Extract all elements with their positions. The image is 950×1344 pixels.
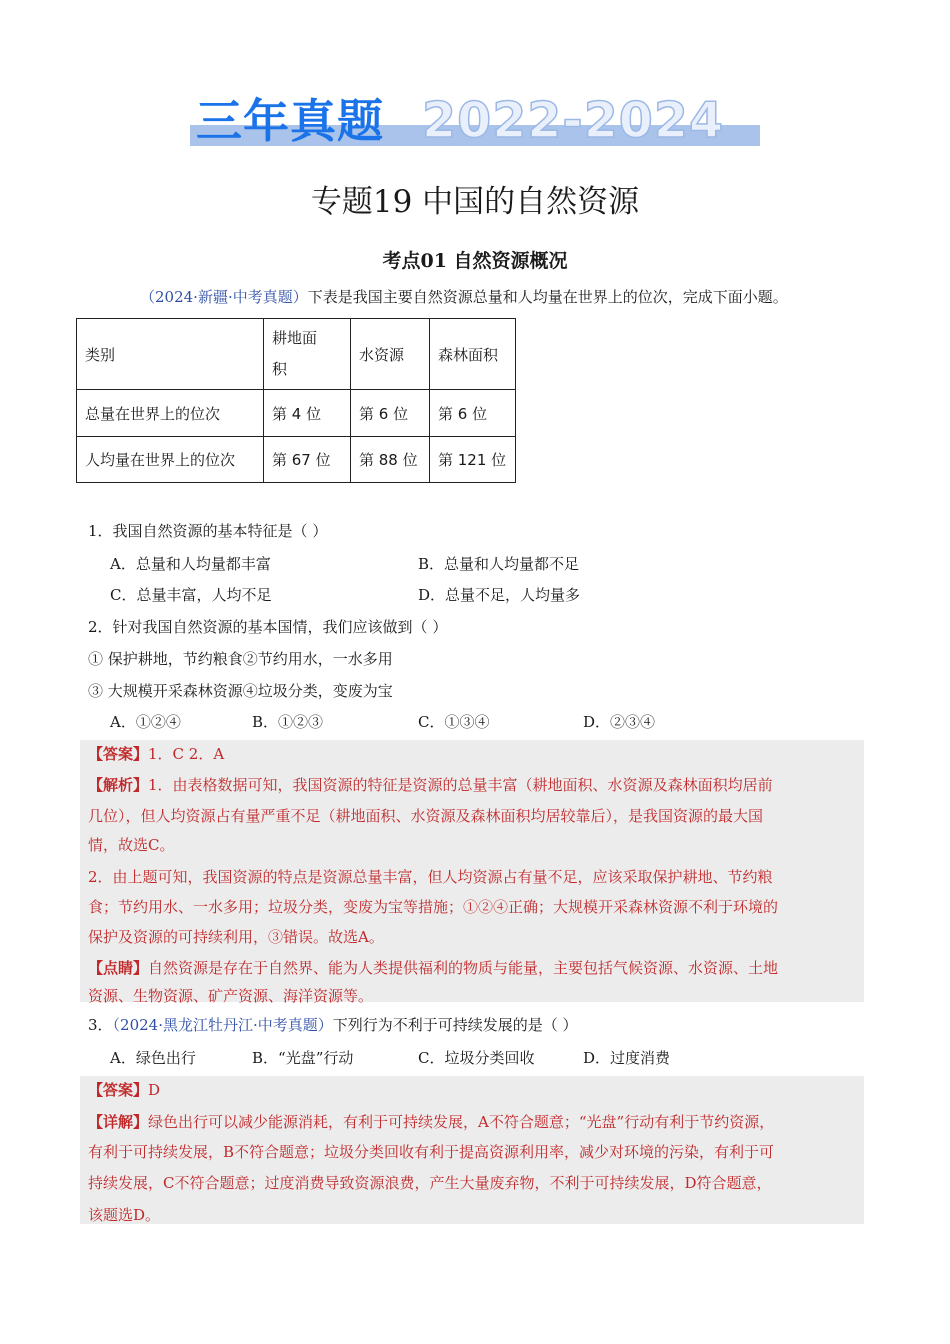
point-line-2: 资源、生物资源、矿产资源、海洋资源等。 [88,987,374,1005]
analysis2-line-3: 保护及资源的可持续利用，③错误。故选A。 [88,928,384,946]
table-cell: 第 121 位 [430,437,516,483]
intro-source: （2024·新疆·中考真题） [140,288,308,306]
header-cropland-line2: 积 [272,360,288,378]
point-text: 自然资源是存在于自然界、能为人类提供福利的物质与能量，主要包括气候资源、水资源、土地 [148,959,779,977]
resource-table [76,318,516,483]
option-b: B．①②③ [252,713,324,731]
analysis-line-3: 情，故选C。 [88,836,175,854]
option-d: D．过度消费 [583,1049,671,1067]
analysis2-line-1: 2．由上题可知，我国资源的特点是资源总量丰富，但人均资源占有量不足，应该采取保护耕地、节约粮 [88,868,773,886]
analysis-line-2: 几位），但人均资源占有量严重不足（耕地面积、水资源及森林面积均居较靠后），是我国资源的最大国 [88,807,764,825]
banner-title: 三年真题 [196,94,384,148]
table-cell: 第 6 位 [430,390,516,437]
table-cell: 第 88 位 [351,437,430,483]
table-header-cell: 森林面积 [430,319,516,390]
answer-text: 1．C 2．A [148,745,225,763]
section-title: 考点01 自然资源概况 [382,250,568,272]
point-tag: 【点睛】 [88,959,149,977]
analysis2-line-2: 食；节约用水、一水多用；垃圾分类，变废为宝等措施；①②④正确；大规模开采森林资源不利于环境的 [88,898,779,916]
answer-line [88,743,224,765]
detail-line-2: 有利于可持续发展，B不符合题意；垃圾分类回收有利于提高资源利用率，减少对环境的污染，有利于可 [88,1143,775,1161]
table-header-cell [264,319,351,390]
page-title: 专题19 中国的自然资源 [310,184,640,220]
detail-line-4: 该题选D。 [88,1206,161,1224]
option-d: D．总量不足，人均量多 [418,586,581,604]
option-b: B．“光盘”行动 [252,1049,354,1067]
analysis-tag: 【解析】 [88,776,149,794]
point-line-1 [88,957,778,979]
answer-tag: 【答案】 [88,1081,149,1099]
question-2-statement-1: ① 保护耕地，节约粮食②节约用水，一水多用 [88,650,393,668]
detail-tag: 【详解】 [88,1113,149,1131]
option-b: B．总量和人均量都不足 [418,555,580,573]
table-cell: 总量在世界上的位次 [77,390,264,437]
question-3-number: 3． [88,1016,113,1034]
option-a: A．绿色出行 [110,1049,196,1067]
intro-line [140,286,788,308]
option-c: C．①③④ [418,713,490,731]
table-header-cell: 类别 [77,319,264,390]
table-cell: 人均量在世界上的位次 [77,437,264,483]
answer-tag: 【答案】 [88,745,149,763]
banner-years: 2022-2024 [422,92,725,149]
table-header-cell: 水资源 [351,319,430,390]
option-c: C．总量丰富，人均不足 [110,586,272,604]
table-header-row [77,319,516,390]
intro-text: 下表是我国主要自然资源总量和人均量在世界上的位次，完成下面小题。 [307,288,788,306]
answer-text: D [148,1081,161,1099]
detail-line-3: 持续发展，C不符合题意；过度消费导致资源浪费，产生大量废弃物，不利于可持续发展，D符合题意， [88,1174,772,1192]
option-c: C．垃圾分类回收 [418,1049,535,1067]
table-cell: 第 4 位 [264,390,351,437]
table-row [77,390,516,437]
table-cell: 第 6 位 [351,390,430,437]
question-3-text: 下列行为不利于可持续发展的是（ ） [332,1016,578,1034]
table-row [77,437,516,483]
answer-line [88,1079,160,1101]
question-2-stem: 2．针对我国自然资源的基本国情，我们应该做到（ ） [88,618,448,636]
analysis-text: 1．由表格数据可知，我国资源的特征是资源的总量丰富（耕地面积、水资源及森林面积均居前 [148,776,773,794]
detail-line-1 [88,1111,774,1133]
analysis-line-1 [88,774,773,796]
header-cropland-line1: 耕地面 [272,329,318,347]
table-cell: 第 67 位 [264,437,351,483]
question-2-statement-2: ③ 大规模开采森林资源④垃圾分类，变废为宝 [88,682,393,700]
header-banner [190,92,760,154]
option-a: A．总量和人均量都丰富 [110,555,271,573]
question-3-source: （2024·黑龙江牡丹江·中考真题） [112,1016,333,1034]
option-d: D．②③④ [583,713,656,731]
detail-text: 绿色出行可以减少能源消耗，有利于可持续发展，A不符合题意；“光盘”行动有利于节约资源， [148,1113,775,1131]
question-3-stem [88,1014,578,1036]
option-a: A．①②④ [110,713,181,731]
question-1-stem: 1．我国自然资源的基本特征是（ ） [88,522,328,540]
